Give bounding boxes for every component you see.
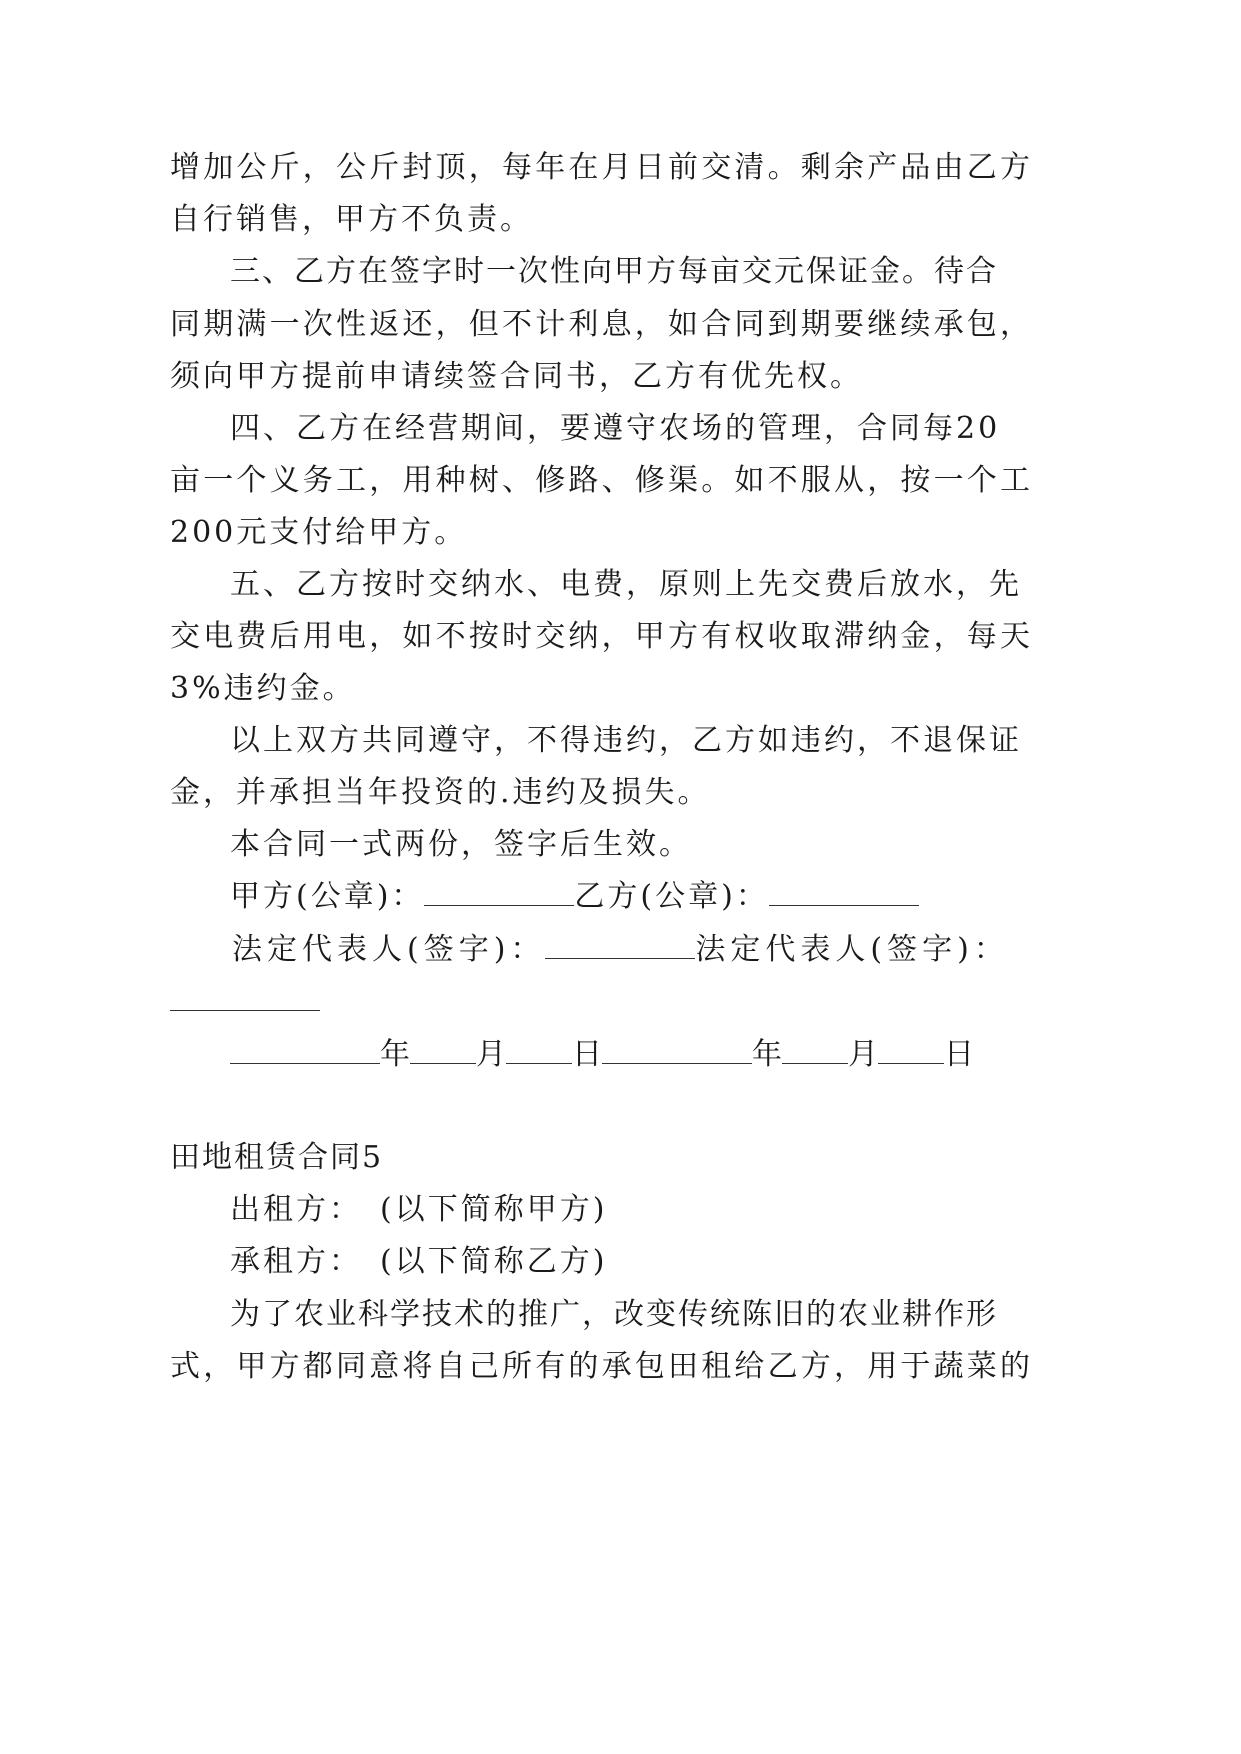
clause-5-line: 3%违约金。 (170, 671, 356, 706)
lessor-line: 出租方： (以下简称甲方) (230, 1192, 608, 1227)
date-b-month-blank[interactable] (782, 1037, 848, 1064)
legal-rep-a-blank[interactable] (545, 932, 695, 959)
clause-5-line: 五、乙方按时交纳水、电费，原则上先交费后放水，先 (230, 567, 1022, 602)
clause-4-line: 亩一个义务工，用种树、修路、修渠。如不服从，按一个工 (170, 463, 1030, 498)
legal-rep-b-blank[interactable] (170, 984, 320, 1011)
legal-rep-a-label: 法定代表人(签字)： (232, 932, 546, 967)
legal-rep-line (232, 930, 1009, 970)
clause-4-line: 四、乙方在经营期间，要遵守农场的管理，合同每20 (230, 411, 1001, 446)
date-day-label: 日 (944, 1037, 974, 1072)
closing-line: 以上双方共同遵守，不得违约，乙方如违约，不退保证 (230, 723, 1022, 758)
date-b-day-blank[interactable] (878, 1037, 944, 1064)
date-a-day-blank[interactable] (506, 1037, 572, 1064)
clause-3-line: 须向甲方提前申请续签合同书，乙方有优先权。 (170, 359, 863, 394)
body-line: 增加公斤，公斤封顶，每年在月日前交清。剩余产品由乙方 (170, 150, 1030, 185)
legal-rep-b-label: 法定代表人(签字)： (695, 932, 1009, 967)
date-b-year-blank[interactable] (602, 1037, 752, 1064)
contract-title: 田地租赁合同5 (170, 1140, 384, 1175)
party-b-seal-label: 乙方(公章)： (574, 879, 769, 914)
clause-3-line: 三、乙方在签字时一次性向甲方每亩交元保证金。待合 (230, 254, 998, 289)
party-a-seal-label: 甲方(公章)： (230, 879, 425, 914)
date-a-month-blank[interactable] (410, 1037, 476, 1064)
body-line: 自行销售，甲方不负责。 (170, 202, 533, 237)
clause-3-line: 同期满一次性返还，但不计利息，如合同到期要继续承包， (170, 307, 1030, 342)
date-line (230, 1035, 974, 1075)
party-a-seal-blank[interactable] (424, 879, 574, 906)
closing-line: 金，并承担当年投资的.违约及损失。 (170, 775, 711, 810)
date-year-label: 年 (752, 1037, 782, 1072)
clause-5-line: 交电费后用电，如不按时交纳，甲方有权收取滞纳金，每天 (170, 619, 1030, 654)
date-month-label: 月 (476, 1037, 506, 1072)
date-a-year-blank[interactable] (230, 1037, 380, 1064)
date-year-label: 年 (380, 1037, 410, 1072)
party-b-seal-blank[interactable] (769, 879, 919, 906)
date-month-label: 月 (848, 1037, 878, 1072)
intro-line: 式，甲方都同意将自己所有的承包田租给乙方，用于蔬菜的 (170, 1349, 1030, 1384)
legal-rep-b-line (170, 982, 320, 1022)
lessee-line: 承租方： (以下简称乙方) (230, 1244, 608, 1279)
clause-4-line: 200元支付给甲方。 (170, 515, 468, 550)
seal-line (230, 877, 919, 917)
copies-line: 本合同一式两份，签字后生效。 (230, 827, 692, 862)
intro-line: 为了农业科学技术的推广，改变传统陈旧的农业耕作形 (230, 1297, 998, 1332)
date-day-label: 日 (572, 1037, 602, 1072)
